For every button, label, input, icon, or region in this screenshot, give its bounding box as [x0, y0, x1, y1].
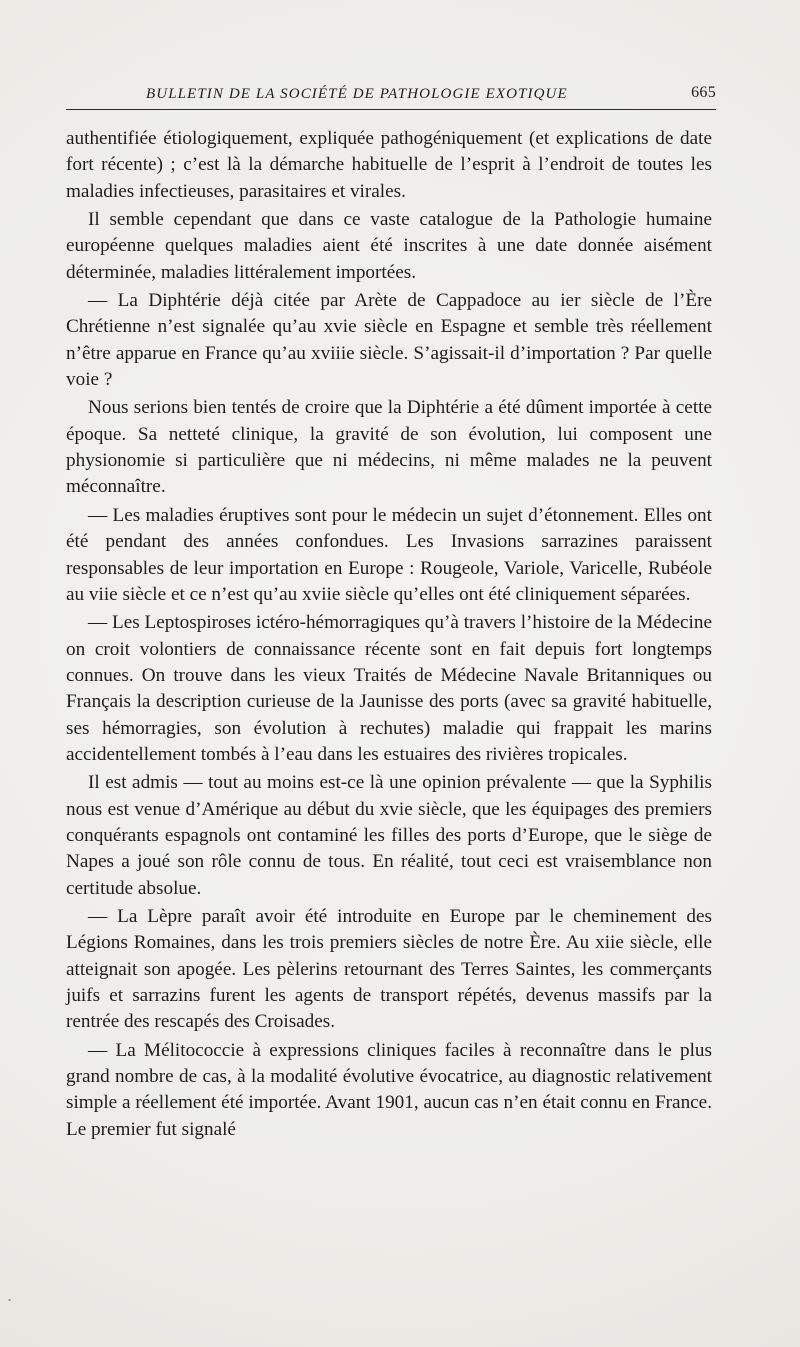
paragraph-melitococcia: — La Mélitococcie à expressions cliniques faciles à reconnaître dans le plus grand nombre de cas, à la modalité évolutive évocatrice, au diagnostic relativement simple a réellement été importée. Avant 1901, aucun cas n’en était connu en France. Le premier fut signalé [66, 1039, 712, 1140]
paragraph-leptospiroses: — Les Leptospiroses ictéro-hémorragiques qu’à travers l’histoire de la Médecine on croit volontiers de connaissance récente sont en fait depuis fort longtemps connues. On trouve dans les vieux Traités de Médecine Navale Britanniques ou Français la description curieuse de la Jaunisse des ports (avec sa gravité habituelle, ses hémorragies, son évolution à rechutes) maladie qui frappait les marins accidentellement tombés à l’eau dans les estuaires des rivières tropicales. [66, 612, 712, 765]
header-rule [66, 109, 716, 110]
paragraph-eruptive-diseases: — Les maladies éruptives sont pour le médecin un sujet d’étonnement. Elles ont été pendant des années confondues. Les Invasions sarrazines paraissent responsables de leur importation en Europe : Rougeole, Variole, Varicelle, Rubéole au viie siècle et ce n’est qu’au xviie siècle qu’elles ont été cliniquement séparées. [66, 504, 712, 605]
paragraph-syphilis: Il est admis — tout au moins est-ce là une opinion prévalente — que la Syphilis nous est venue d’Amérique au début du xvie siècle, que les équipages des premiers conquérants espagnols ont contaminé les filles des ports d’Europe, que le siège de Napes a joué son rôle connu de tous. En réalité, tout ceci est vraisemblance non certitude absolue. [66, 772, 712, 899]
paragraph-diphtheria-import: Nous serions bien tentés de croire que la Diphtérie a été dûment importée à cette époque. Sa netteté clinique, la gravité de son évolution, lui composent une physionomie si particulière que ni médecins, ni même malades ne la peuvent méconnaître. [66, 397, 712, 498]
paper-speck [8, 1299, 11, 1301]
paragraph-leprosy: — La Lèpre paraît avoir été introduite en Europe par le cheminement des Légions Romaines, dans les trois premiers siècles de notre Ère. Au xiie siècle, elle atteignait son apogée. Les pèlerins retournant des Terres Saintes, les commerçants juifs et sarrazins furent les agents de transport répétés, devenus massifs par la rentrée des rescapés des Croisades. [66, 905, 712, 1033]
paragraph-european-pathology: Il semble cependant que dans ce vaste catalogue de la Pathologie humaine européenne quelques maladies aient été inscrites à une date donnée aisément déterminée, maladies littéralement importées. [66, 209, 712, 283]
paragraph-diphtheria: — La Diphtérie déjà citée par Arète de Cappadoce au ier siècle de l’Ère Chrétienne n’est signalée qu’au xvie siècle en Espagne et semble très réellement n’être apparue en France qu’au xviiie siècle. S’agissait-il d’importation ? Par quelle voie ? [66, 290, 712, 391]
running-header [66, 80, 716, 110]
article-body [66, 126, 712, 1143]
paragraph-continuation: authentifiée étiologiquement, expliquée pathogéniquement (et explications de date fort récente) ; c’est là la démarche habituelle de l’esprit à l’endroit de toutes les maladies infectieuses, parasitaires et virales. [66, 128, 712, 202]
page-number: 665 [691, 84, 716, 101]
running-title: BULLETIN DE LA SOCIÉTÉ DE PATHOLOGIE EXOTIQUE [146, 86, 568, 102]
